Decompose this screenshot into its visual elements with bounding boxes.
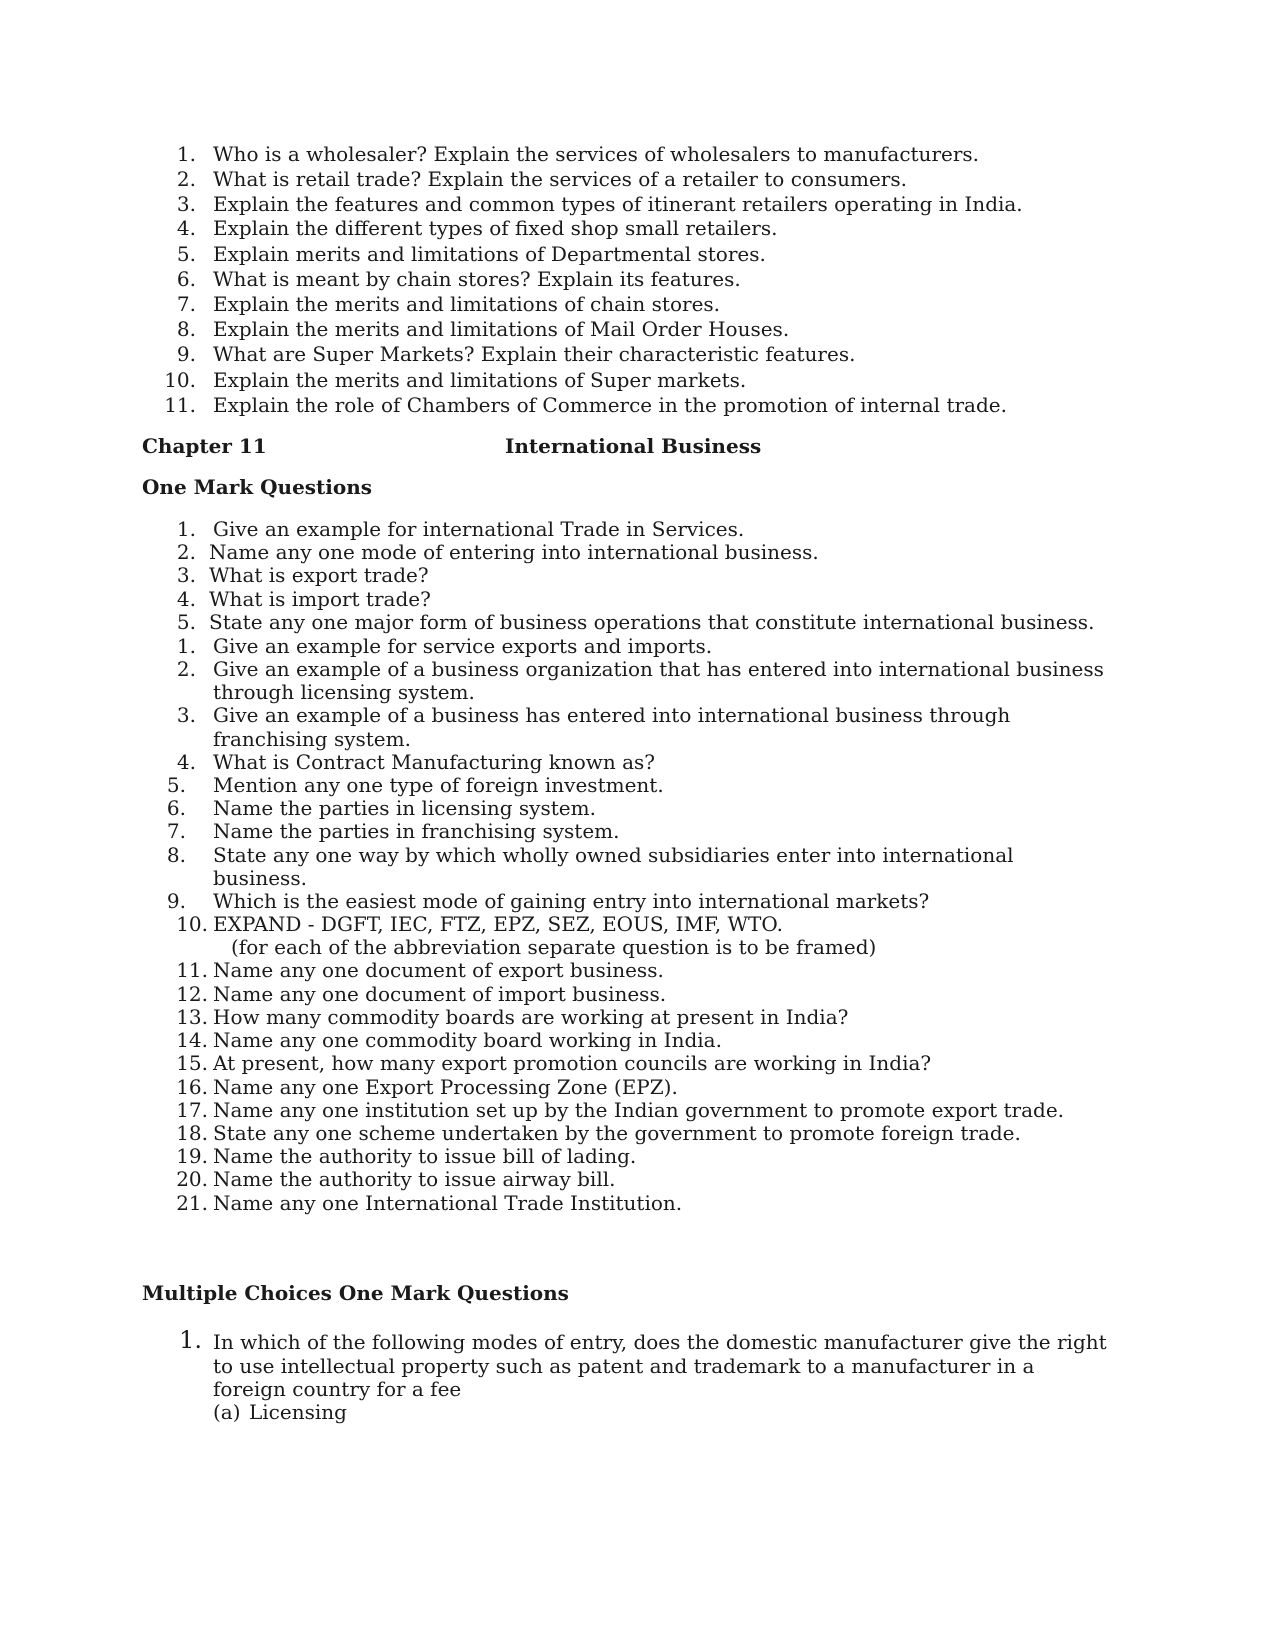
item-text: Give an example of a business organization that has entered into international business <box>213 657 1104 681</box>
item-text: Name the authority to issue airway bill. <box>213 1167 616 1191</box>
section-heading-one-mark: One Mark Questions <box>142 475 373 499</box>
item-text: Name any one International Trade Institution. <box>213 1191 683 1215</box>
item-number: 2. <box>176 167 196 191</box>
mcq-text: to use intellectual property such as patent and trademark to a manufacturer in a <box>213 1354 1035 1378</box>
item-number: 12. <box>176 982 208 1006</box>
item-number: 8. <box>176 317 196 341</box>
item-number: 10. <box>164 368 196 392</box>
item-number: 13. <box>176 1005 208 1029</box>
item-text: Explain the features and common types of itinerant retailers operating in India. <box>213 192 1023 216</box>
item-number: 9. <box>166 889 186 913</box>
item-number: 11. <box>164 393 196 417</box>
item-text: State any one scheme undertaken by the government to promote foreign trade. <box>213 1121 1021 1145</box>
item-text: What is meant by chain stores? Explain its features. <box>213 267 741 291</box>
item-text: Explain merits and limitations of Departmental stores. <box>213 242 766 266</box>
item-text: EXPAND - DGFT, IEC, FTZ, EPZ, SEZ, EOUS, IMF, WTO. <box>213 912 783 936</box>
item-text: Name any one document of import business. <box>213 982 667 1006</box>
item-text: What is import trade? <box>209 587 431 611</box>
item-text: Explain the merits and limitations of Super markets. <box>213 368 747 392</box>
mcq-number: 1. <box>179 1326 202 1354</box>
option-label: (a) <box>213 1400 241 1424</box>
item-number: 21. <box>176 1191 208 1215</box>
section-heading-mcq: Multiple Choices One Mark Questions <box>142 1281 569 1305</box>
item-number: 18. <box>176 1121 208 1145</box>
item-text: Give an example for international Trade in Services. <box>213 517 745 541</box>
item-text: Name the parties in franchising system. <box>213 819 620 843</box>
item-text: through licensing system. <box>213 680 475 704</box>
item-number: 1. <box>176 634 196 658</box>
item-number: 5. <box>176 610 196 634</box>
item-number: 6. <box>176 267 196 291</box>
item-text: Explain the merits and limitations of Mail Order Houses. <box>213 317 790 341</box>
item-text: Name any one document of export business. <box>213 958 664 982</box>
item-text: Which is the easiest mode of gaining entry into international markets? <box>213 889 930 913</box>
item-text: Explain the role of Chambers of Commerce in the promotion of internal trade. <box>213 393 1007 417</box>
item-text: What is retail trade? Explain the services of a retailer to consumers. <box>213 167 907 191</box>
mcq-text: In which of the following modes of entry, does the domestic manufacturer give the right <box>213 1330 1107 1354</box>
item-text: What is Contract Manufacturing known as? <box>213 750 656 774</box>
item-text: Explain the different types of fixed shop small retailers. <box>213 216 778 240</box>
item-number: 11. <box>176 958 208 982</box>
item-number: 4. <box>176 216 196 240</box>
item-text: State any one way by which wholly owned subsidiaries enter into international <box>213 843 1014 867</box>
item-number: 7. <box>176 292 196 316</box>
item-text: business. <box>213 866 307 890</box>
item-text: Name any one institution set up by the Indian government to promote export trade. <box>213 1098 1065 1122</box>
item-text: Give an example for service exports and imports. <box>213 634 713 658</box>
item-number: 10. <box>176 912 208 936</box>
item-text: What are Super Markets? Explain their characteristic features. <box>213 342 856 366</box>
item-number: 5. <box>166 773 186 797</box>
item-number: 19. <box>176 1144 208 1168</box>
item-text: Who is a wholesaler? Explain the services of wholesalers to manufacturers. <box>213 142 980 166</box>
item-number: 4. <box>176 587 196 611</box>
item-text: At present, how many export promotion councils are working in India? <box>213 1051 932 1075</box>
item-text: Name the parties in licensing system. <box>213 796 596 820</box>
item-number: 6. <box>166 796 186 820</box>
item-text: Mention any one type of foreign investment. <box>213 773 664 797</box>
item-text: Name any one commodity board working in India. <box>213 1028 722 1052</box>
item-number: 2. <box>176 540 196 564</box>
item-number: 1. <box>176 142 196 166</box>
item-text: What is export trade? <box>209 563 429 587</box>
item-text: franchising system. <box>213 727 411 751</box>
chapter-label: Chapter 11 <box>142 434 267 458</box>
item-text: State any one major form of business operations that constitute international business. <box>209 610 1095 634</box>
item-number: 3. <box>176 563 196 587</box>
option-text: Licensing <box>249 1400 347 1424</box>
item-number: 15. <box>176 1051 208 1075</box>
mcq-text: foreign country for a fee <box>213 1377 462 1401</box>
item-number: 1. <box>176 517 196 541</box>
item-number: 3. <box>176 703 196 727</box>
item-number: 16. <box>176 1075 208 1099</box>
item-text: Name the authority to issue bill of lading. <box>213 1144 637 1168</box>
item-number: 8. <box>166 843 186 867</box>
item-number: 2. <box>176 657 196 681</box>
item-text: How many commodity boards are working at present in India? <box>213 1005 849 1029</box>
item-text: Name any one mode of entering into international business. <box>209 540 819 564</box>
item-number: 5. <box>176 242 196 266</box>
chapter-title: International Business <box>505 434 762 458</box>
item-text: Explain the merits and limitations of chain stores. <box>213 292 721 316</box>
item-number: 9. <box>176 342 196 366</box>
item-text: Name any one Export Processing Zone (EPZ). <box>213 1075 678 1099</box>
item-text: (for each of the abbreviation separate question is to be framed) <box>231 935 877 959</box>
item-text: Give an example of a business has entered into international business through <box>213 703 1011 727</box>
item-number: 17. <box>176 1098 208 1122</box>
item-number: 3. <box>176 192 196 216</box>
item-number: 4. <box>176 750 196 774</box>
item-number: 7. <box>166 819 186 843</box>
item-number: 14. <box>176 1028 208 1052</box>
item-number: 20. <box>176 1167 208 1191</box>
